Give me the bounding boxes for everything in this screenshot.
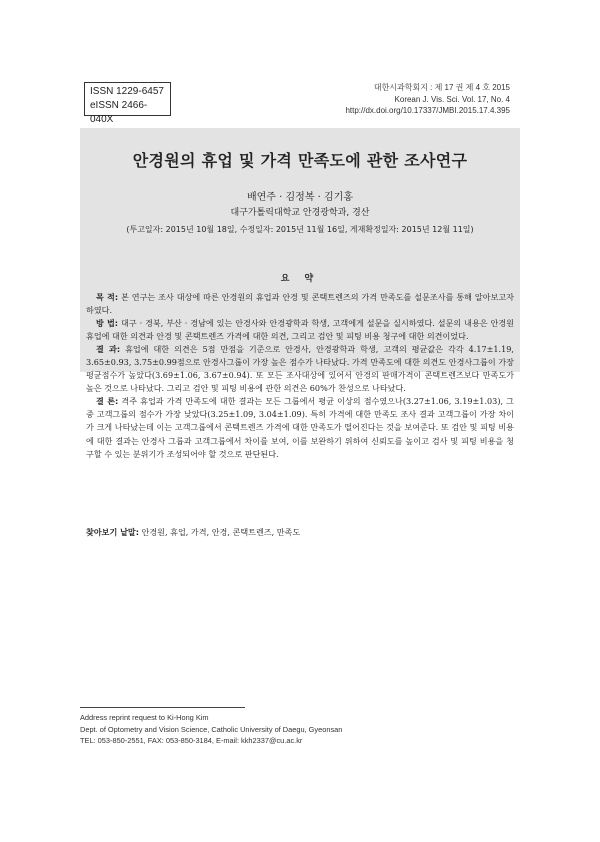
abstract-methods [86, 317, 514, 343]
methods-label: 방 법: [96, 318, 119, 329]
results-text: 휴업에 대한 의견은 5점 만점을 기준으로 안경사, 안경광학과 학생, 고객의 평균값은 각각 4.17±1.19, 3.65±0.93, 3.75±0.99점으로 안경사그룹이 가장 높은 점수가 나타났다. 가격 만족도에 대한 의견도 안경사그룹이 가장 평균점수가 높았다(3.69±1.06, 3.67±0.94). 또 모든 조사대상에 있어서 안경의 판매가격이 콘택트렌즈보다 만족도가 높은 것으로 나타났다. 그리고 검안 및 피팅 비용에 관한 의견은 60%가 찬성으로 나타났다. [86, 344, 514, 394]
footnote-department: Dept. of Optometry and Vision Science, Catholic University of Daegu, Gyeonsan [80, 724, 343, 734]
authors: 배연주 · 김정복 · 김기홍 [246, 192, 353, 203]
affiliation: 대구가톨릭대학교 안경광학과, 경산 [230, 208, 370, 218]
footnote-reprint: Address reprint request to Ki-Hong Kim [80, 713, 209, 722]
issn-box [84, 82, 171, 125]
footnote-rule [80, 707, 245, 708]
submission-dates: (투고일자: 2015년 10월 18일, 수정일자: 2015년 11월 16일, 게재확정일자: 2015년 12월 11일) [126, 225, 474, 234]
footnote [80, 712, 342, 747]
journal-kr: 대한시과학회지 : 제 17 권 제 4 호 2015 [373, 83, 510, 92]
results-label: 결 과: [96, 344, 121, 355]
purpose-text: 본 연구는 조사 대상에 따른 안경원의 휴업과 안경 및 콘택트렌즈의 가격 만족도를 설문조사를 통해 알아보고자 하였다. [86, 292, 515, 316]
doi-link[interactable]: http://dx.doi.org/10.17337/JMBI.2015.17.4.395 [345, 106, 510, 115]
keywords-label: 찾아보기 낱말: [86, 527, 139, 537]
journal-info [345, 82, 510, 117]
abstract-heading: 요 약 [280, 274, 320, 284]
keywords [86, 527, 514, 538]
eissn: eISSN 2466-040X [90, 100, 148, 125]
issn: ISSN 1229-6457 [90, 86, 164, 97]
methods-text: 대구 · 경북, 부산 · 경남에 있는 안경사와 안경광학과 학생, 고객에게 설문을 실시하였다. 설문의 내용은 안경원 휴업에 대한 의견과 안경 및 콘택트렌즈 가격에 대한 의견, 그리고 검안 및 피팅 비용 청구에 대한 의견이었다. [86, 318, 514, 342]
conclusions-label: 결 론: [96, 396, 119, 407]
footnote-contact: TEL: 053-850-2551, FAX: 053-850-3184, E-mail: kkh2337@cu.ac.kr [80, 736, 303, 745]
abstract-body [86, 291, 514, 461]
journal-en: Korean J. Vis. Sci. Vol. 17, No. 4 [394, 94, 510, 104]
keywords-text: 안경원, 휴업, 가격, 안경, 콘택트렌즈, 만족도 [141, 527, 301, 537]
conclusions-text: 격주 휴업과 가격 만족도에 대한 결과는 모든 그룹에서 평균 이상의 점수였으나(3.27±1.06, 3.19±1.03), 그 중 고객그룹의 점수가 가장 낮았다(3.25±1.09, 3.04±1.09). 특히 가격에 대한 만족도 조사 결과 고객그룹이 가장 차이가 크게 나타났는데 이는 고객그룹에서 콘택트렌즈 가격에 대한 만족도가 떨어진다는 것을 보여준다. 또 검안 및 피팅 비용에 대한 결과는 안경사 그룹과 고객그룹에서 차이를 보여, 이를 보완하기 위하여 신뢰도를 높이고 검사 및 피팅 비용을 청구할 수 있는 분위기가 조성되어야 할 것으로 판단된다. [86, 396, 514, 459]
paper-title: 안경원의 휴업 및 가격 만족도에 관한 조사연구 [132, 151, 468, 170]
abstract-results [86, 343, 514, 395]
abstract-purpose [86, 291, 514, 317]
abstract-conclusions [86, 395, 514, 460]
purpose-label: 목 적: [96, 292, 119, 302]
